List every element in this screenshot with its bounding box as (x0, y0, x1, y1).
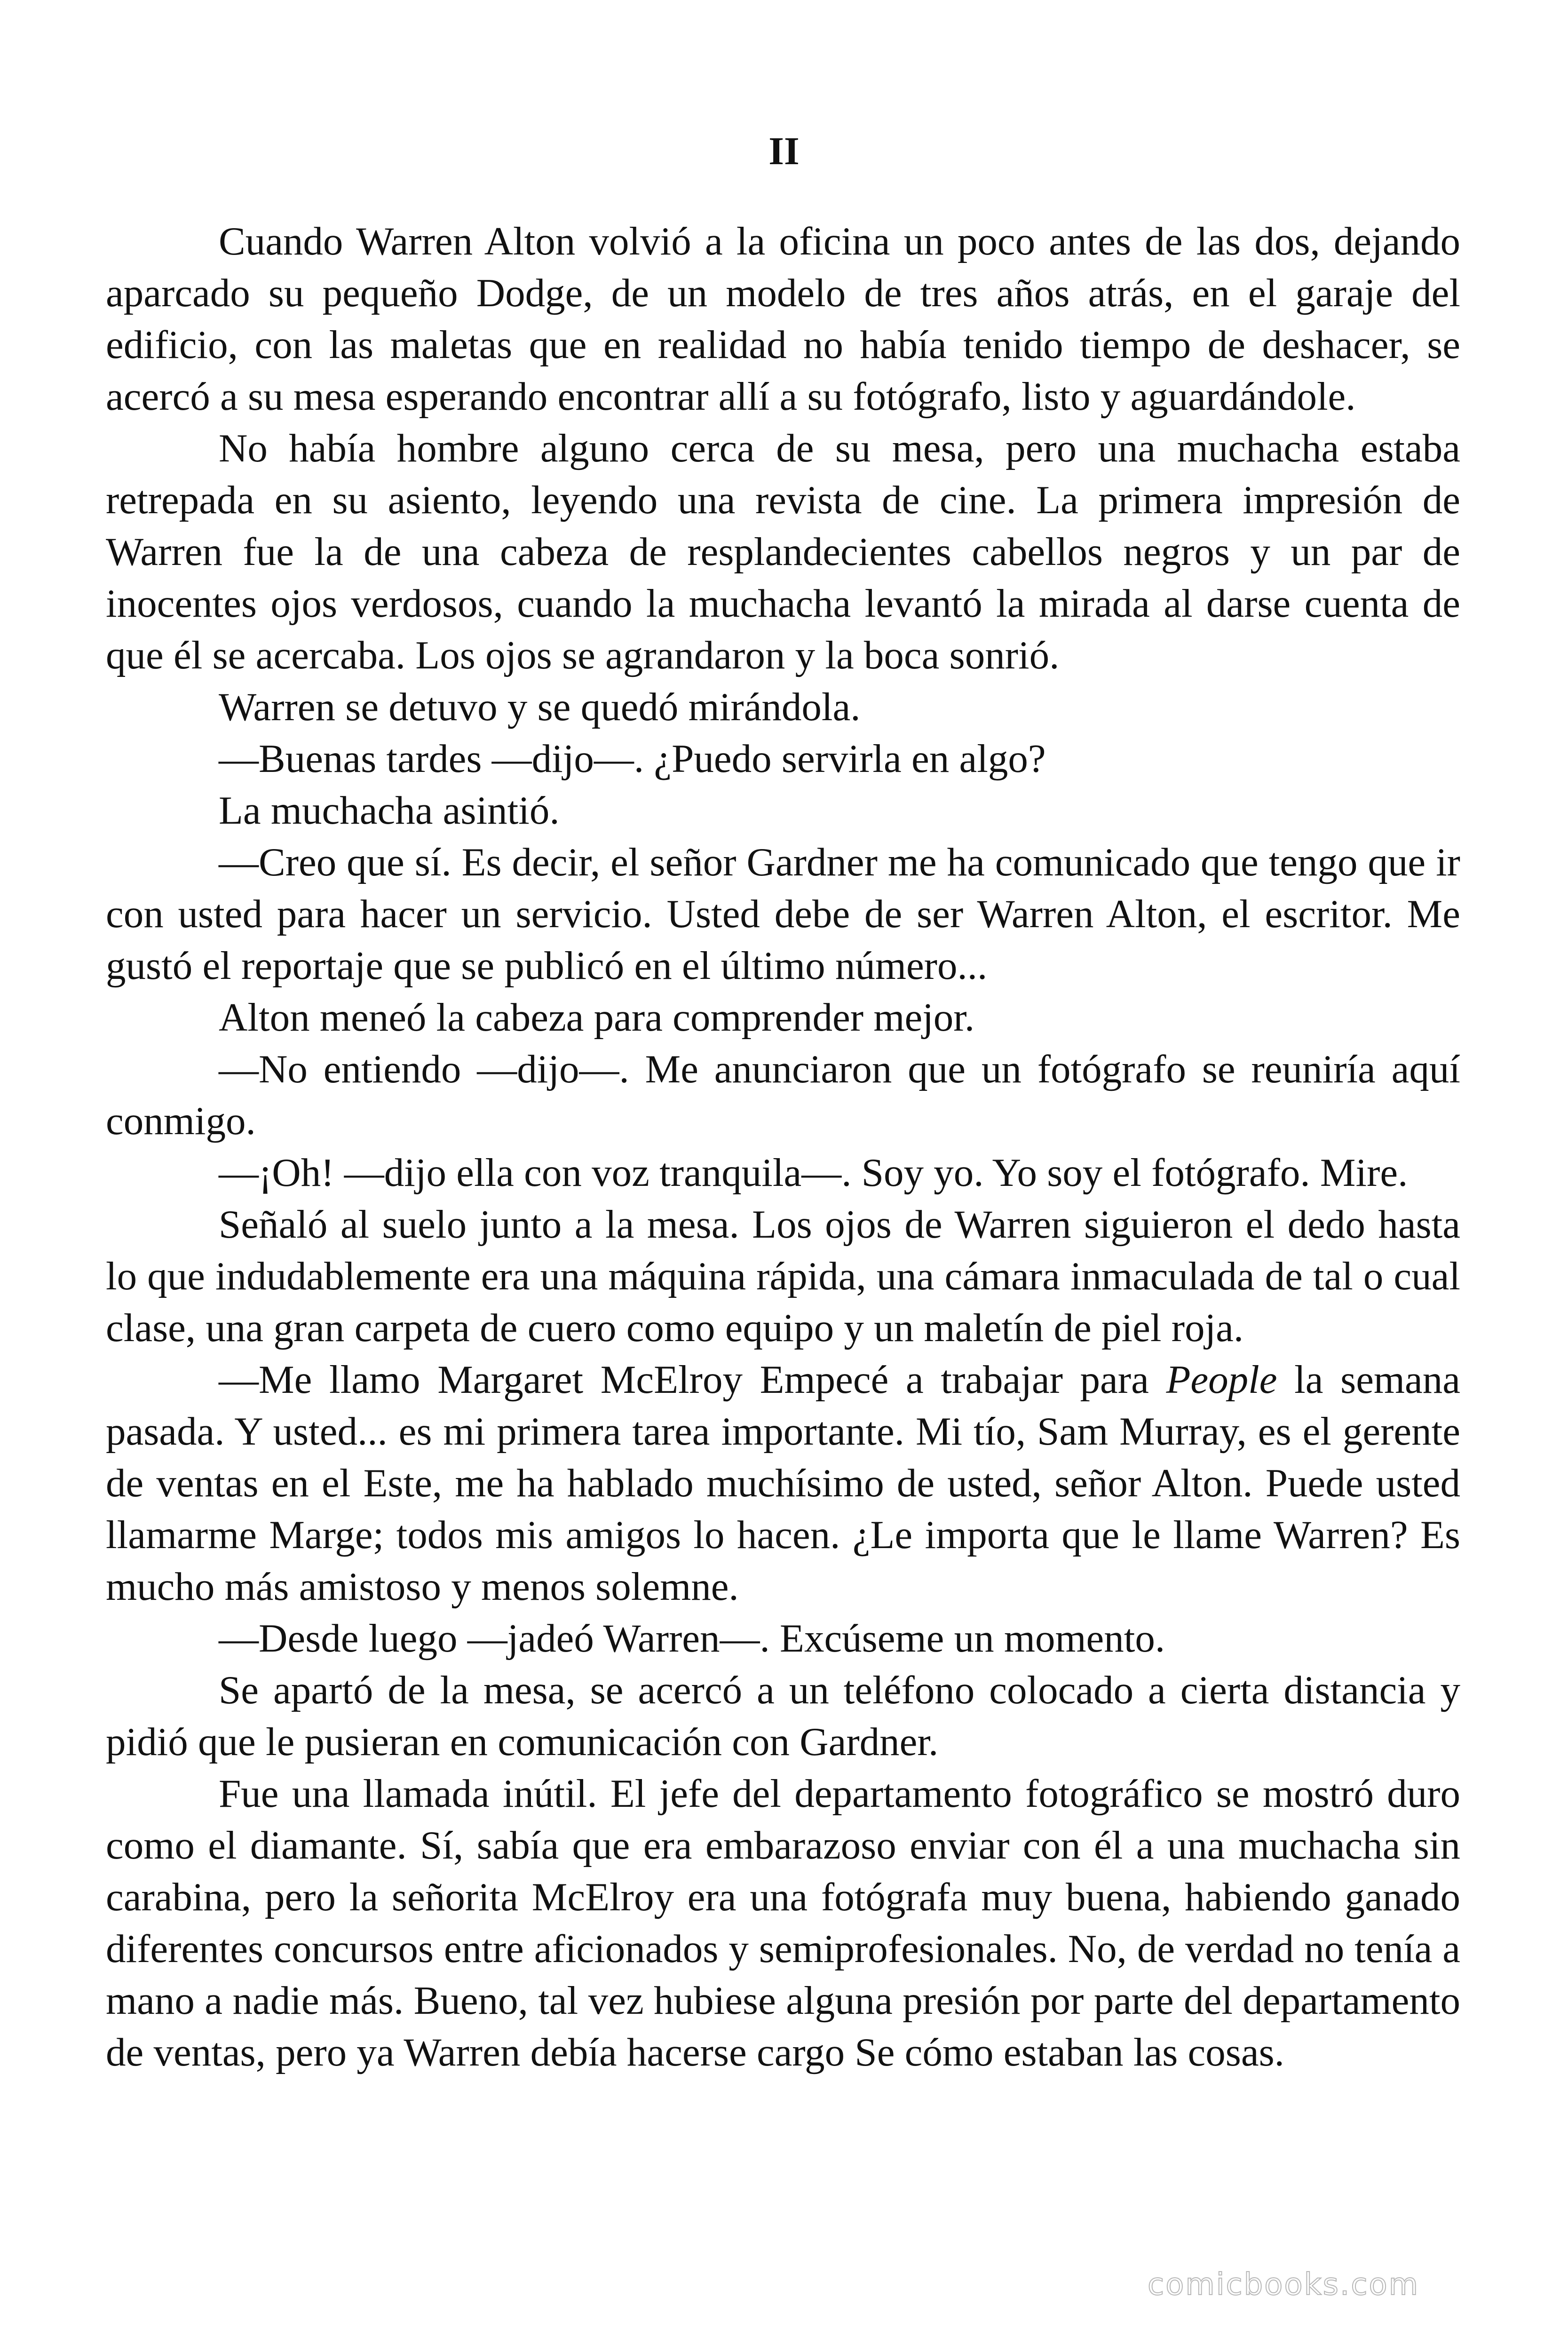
paragraph-14: Fue una llamada inútil. El jefe del departamento fotográfico se mostró duro como el diamante. Sí, sabía que era embarazoso enviar con él a una muchacha sin carabina, pero la señorita McElroy era una fotógrafa muy buena, habiendo ganado diferentes concursos entre aficionados y semiprofesionales. No, de verdad no tenía a mano a nadie más. Bueno, tal vez hubiese alguna presión por parte del departamento de ventas, pero ya Warren debía hacerse cargo Se cómo estaban las cosas. (106, 1772, 1460, 2074)
watermark: comicbooks.com (1148, 2267, 1420, 2302)
paragraph-7: Alton meneó la cabeza para comprender mejor. (219, 995, 975, 1040)
paragraph-2: No había hombre alguno cerca de su mesa, pero una muchacha estaba retrepada en su asiento, leyendo una revista de cine. La primera impresión de Warren fue la de una cabeza de resplandecientes cabellos negros y un par de inocentes ojos verdosos, cuando la muchacha levantó la mirada al darse cuenta de que él se acercaba. Los ojos se agrandaron y la boca sonrió. (106, 426, 1460, 677)
paragraph-10: Señaló al suelo junto a la mesa. Los ojos de Warren siguieron el dedo hasta lo que indudablemente era una máquina rápida, una cámara inmaculada de tal o cual clase, una gran carpeta de cuero como equipo y un maletín de piel roja. (106, 1202, 1460, 1350)
paragraph-12: —Desde luego —jadeó Warren—. Excúseme un momento. (219, 1616, 1165, 1661)
paragraph-1: Cuando Warren Alton volvió a la oficina un poco antes de las dos, dejando aparcado su pequeño Dodge, de un modelo de tres años atrás, en el garaje del edificio, con las maletas que en realidad no había tenido tiempo de deshacer, se acercó a su mesa esperando encontrar allí a su fotógrafo, listo y aguardándole. (106, 219, 1460, 419)
paragraph-5: La muchacha asintió. (219, 788, 560, 833)
paragraph-11-start: —Me llamo Margaret McElroy Empecé a trabajar para (219, 1358, 1166, 1402)
paragraph-9: —¡Oh! —dijo ella con voz tranquila—. Soy yo. Yo soy el fotógrafo. Mire. (219, 1151, 1408, 1195)
paragraph-4: —Buenas tardes —dijo—. ¿Puedo servirla en algo? (219, 737, 1046, 781)
paragraph-8: —No entiendo —dijo—. Me anunciaron que un fotógrafo se reuniría aquí conmigo. (106, 1047, 1460, 1143)
paragraph-3: Warren se detuvo y se quedó mirándola. (219, 685, 861, 729)
paragraph-6: —Creo que sí. Es decir, el señor Gardner me ha comunicado que tengo que ir con usted para hacer un servicio. Usted debe de ser Warren Alton, el escritor. Me gustó el reportaje que se publicó en el último número... (106, 840, 1460, 988)
chapter-heading: II (768, 129, 800, 173)
magazine-title: People (1166, 1358, 1277, 1402)
paragraph-13: Se apartó de la mesa, se acercó a un teléfono colocado a cierta distancia y pidió que le pusieran en comunicación con Gardner. (106, 1668, 1460, 1764)
body-text (106, 215, 1460, 2078)
paragraph-11-end: la semana pasada. Y usted... es mi primera tarea importante. Mi tío, Sam Murray, es el gerente de ventas en el Este, me ha hablado muchísimo de usted, señor Alton. Puede usted llamarme Marge; todos mis amigos lo hacen. ¿Le importa que le llame Warren? Es mucho más amistoso y menos solemne. (106, 1358, 1460, 1609)
paragraph-11 (106, 1354, 1460, 1613)
